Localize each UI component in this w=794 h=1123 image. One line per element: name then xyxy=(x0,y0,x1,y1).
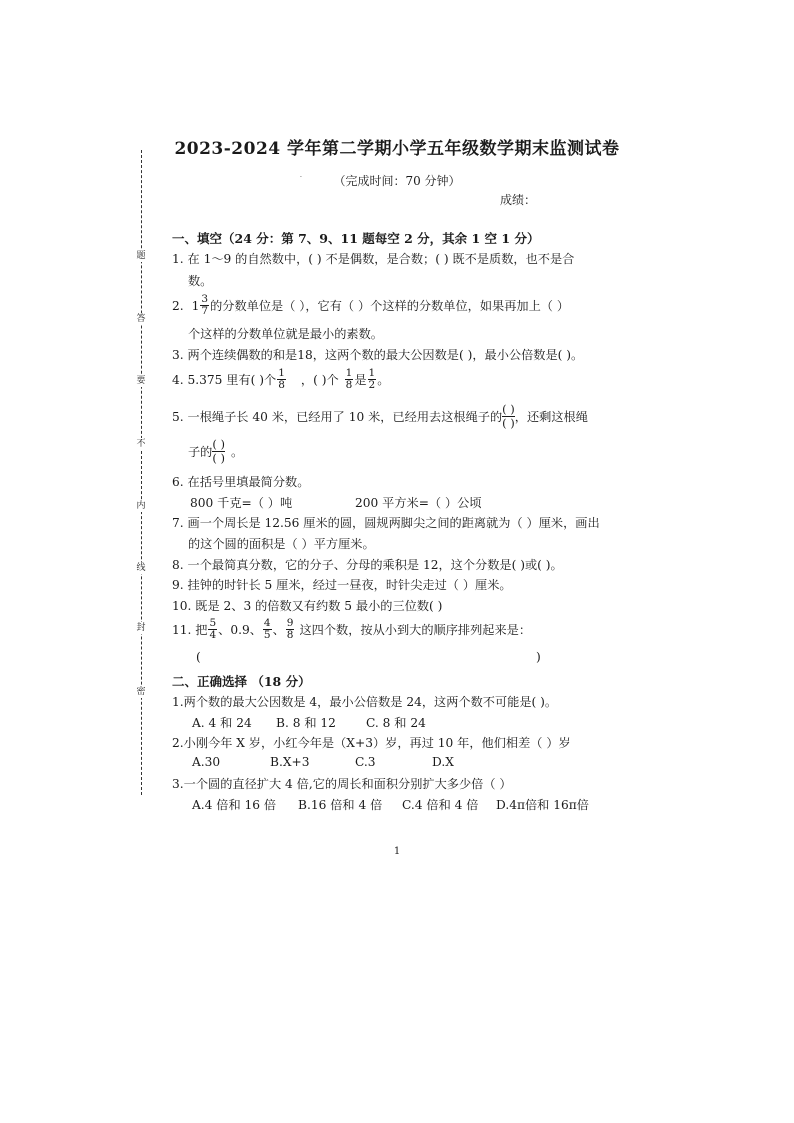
fraction-numerator: 1 xyxy=(278,367,285,379)
fraction-denominator: 7 xyxy=(201,305,209,317)
q11-text-b: 、0.9、 xyxy=(218,623,262,637)
q3-option-a[interactable]: A.4 倍和 16 倍 xyxy=(192,798,277,812)
fraction-denominator: 8 xyxy=(278,379,285,391)
margin-label: 要 xyxy=(136,376,146,386)
q2-option-d[interactable]: D.X xyxy=(432,755,454,769)
q1-option-a[interactable]: A. 4 和 24 xyxy=(192,716,252,730)
binding-dashed-line xyxy=(141,150,142,795)
fraction-denominator: 5 xyxy=(263,629,271,641)
question-6-part-b: 200 平方米=（ ）公顷 xyxy=(355,496,482,510)
q4-text-d: 。 xyxy=(377,373,390,387)
fraction-denominator: 4 xyxy=(209,629,217,641)
q5-blank-fraction-2[interactable] xyxy=(212,438,225,465)
q2-option-b[interactable]: B.X+3 xyxy=(270,755,310,769)
blank-numerator: ( ) xyxy=(212,437,226,451)
fraction-numerator: 4 xyxy=(263,617,271,629)
question-3: 3. 两个连续偶数的和是18，这两个数的最大公因数是( )，最小公倍数是( )。 xyxy=(172,348,584,362)
fraction-numerator: 9 xyxy=(286,617,294,629)
blank-numerator: ( ) xyxy=(502,402,515,416)
margin-label: 内 xyxy=(136,501,146,511)
margin-label: 封 xyxy=(136,623,146,633)
q5-text-a: 5. 一根绳子长 40 米，已经用了 10 米，已经用去这根绳子的 xyxy=(172,410,503,424)
margin-label: 密 xyxy=(136,687,146,697)
q4-text-c: 是 xyxy=(354,373,367,387)
q3-option-c[interactable]: C.4 倍和 4 倍 xyxy=(402,798,479,812)
question-2-line1 xyxy=(172,294,569,317)
q11-answer-open: ( xyxy=(196,650,201,664)
blank-denominator: ( ) xyxy=(212,451,226,465)
margin-label: 答 xyxy=(136,314,146,324)
choice-question-1: 1.两个数的最大公因数是 4，最小公倍数是 24，这两个数不可能是( )。 xyxy=(172,695,558,709)
question-2-line2: 个这样的分数单位就是最小的素数。 xyxy=(188,327,383,341)
question-5-line2 xyxy=(188,438,243,465)
page-number: 1 xyxy=(393,846,401,857)
score-label: 成绩： xyxy=(500,193,537,207)
question-7-line1: 7. 画一个周长是 12.56 厘米的圆，圆规两脚尖之间的距离就为（ ）厘米，画出 xyxy=(172,516,600,530)
q5-text-d: 。 xyxy=(231,445,244,459)
question-1-line1: 1. 在 1～9 的自然数中，( ) 不是偶数，是合数；( ) 既不是质数，也不是合 xyxy=(172,252,575,266)
q4-fraction-1 xyxy=(277,368,286,391)
fraction-numerator: 1 xyxy=(345,367,353,379)
blank-denominator: ( ) xyxy=(502,416,515,430)
q5-blank-fraction-1[interactable] xyxy=(502,403,515,430)
q2-number: 2. xyxy=(172,298,184,313)
q2-option-a[interactable]: A.30 xyxy=(192,755,221,769)
page-title: 2023-2024 学年第二学期小学五年级数学期末监测试卷 xyxy=(174,139,620,159)
q2-fraction xyxy=(200,294,209,317)
question-6-part-a: 800 千克=（ ）吨 xyxy=(190,496,293,510)
margin-label: 不 xyxy=(136,439,146,449)
question-10: 10. 既是 2、3 的倍数又有约数 5 最小的三位数( ) xyxy=(172,599,443,613)
q1-option-b[interactable]: B. 8 和 12 xyxy=(276,716,336,730)
q4-fraction-2 xyxy=(345,368,354,391)
q2-mixed-whole: 1 xyxy=(191,298,200,313)
margin-label: 题 xyxy=(136,251,146,261)
q11-fraction-2 xyxy=(263,618,272,641)
fraction-denominator: 8 xyxy=(286,629,294,641)
fraction-denominator: 2 xyxy=(368,379,376,391)
q2-option-c[interactable]: C.3 xyxy=(355,755,376,769)
question-1-line2: 数。 xyxy=(188,274,213,288)
question-8: 8. 一个最简真分数，它的分子、分母的乘积是 12，这个分数是( )或( )。 xyxy=(172,558,563,572)
q11-fraction-1 xyxy=(208,618,217,641)
fraction-numerator: 1 xyxy=(368,367,376,379)
q3-option-b[interactable]: B.16 倍和 4 倍 xyxy=(298,798,383,812)
question-6: 6. 在括号里填最简分数。 xyxy=(172,475,310,489)
time-note: （完成时间：70 分钟） xyxy=(333,174,461,188)
question-7-line2: 的这个圆的面积是（ ）平方厘米。 xyxy=(188,537,375,551)
q1-option-c[interactable]: C. 8 和 24 xyxy=(366,716,426,730)
section2-heading: 二、正确选择 （18 分） xyxy=(172,674,311,689)
question-11 xyxy=(172,618,531,641)
scan-speck: · xyxy=(300,174,302,181)
q5-text-b: ，还剩这根绳 xyxy=(514,410,588,424)
q4-text-b: ，( )个 xyxy=(300,373,339,387)
choice-question-3: 3.一个圆的直径扩大 4 倍,它的周长和面积分别扩大多少倍（ ） xyxy=(172,777,512,791)
margin-label: 线 xyxy=(136,563,146,573)
q11-answer-close: ) xyxy=(536,650,541,664)
q2-text: 的分数单位是（ ），它有（ ）个这样的分数单位，如果再加上（ ） xyxy=(210,299,570,313)
q11-text-d: 这四个数，按从小到大的顺序排列起来是： xyxy=(299,623,532,637)
question-5-line1 xyxy=(172,403,588,430)
question-4 xyxy=(172,368,389,391)
question-9: 9. 挂钟的时针长 5 厘米，经过一昼夜，时针尖走过（ ）厘米。 xyxy=(172,578,512,592)
section1-heading: 一、填空（24 分：第 7、9、11 题每空 2 分，其余 1 空 1 分） xyxy=(172,231,540,246)
q11-fraction-3 xyxy=(286,618,295,641)
fraction-numerator: 3 xyxy=(201,293,209,305)
choice-question-2: 2.小刚今年 X 岁，小红今年是（X+3）岁，再过 10 年，他们相差（ ）岁 xyxy=(172,736,571,750)
q5-text-c: 子的 xyxy=(188,445,213,459)
q4-text-a: 4. 5.375 里有( )个 xyxy=(172,373,277,387)
fraction-denominator: 8 xyxy=(345,379,353,391)
q4-fraction-3 xyxy=(368,368,377,391)
fraction-numerator: 5 xyxy=(209,617,217,629)
q3-option-d[interactable]: D.4π倍和 16π倍 xyxy=(496,798,589,812)
q11-text-a: 11. 把 xyxy=(172,623,208,637)
q11-text-c: 、 xyxy=(272,623,285,637)
